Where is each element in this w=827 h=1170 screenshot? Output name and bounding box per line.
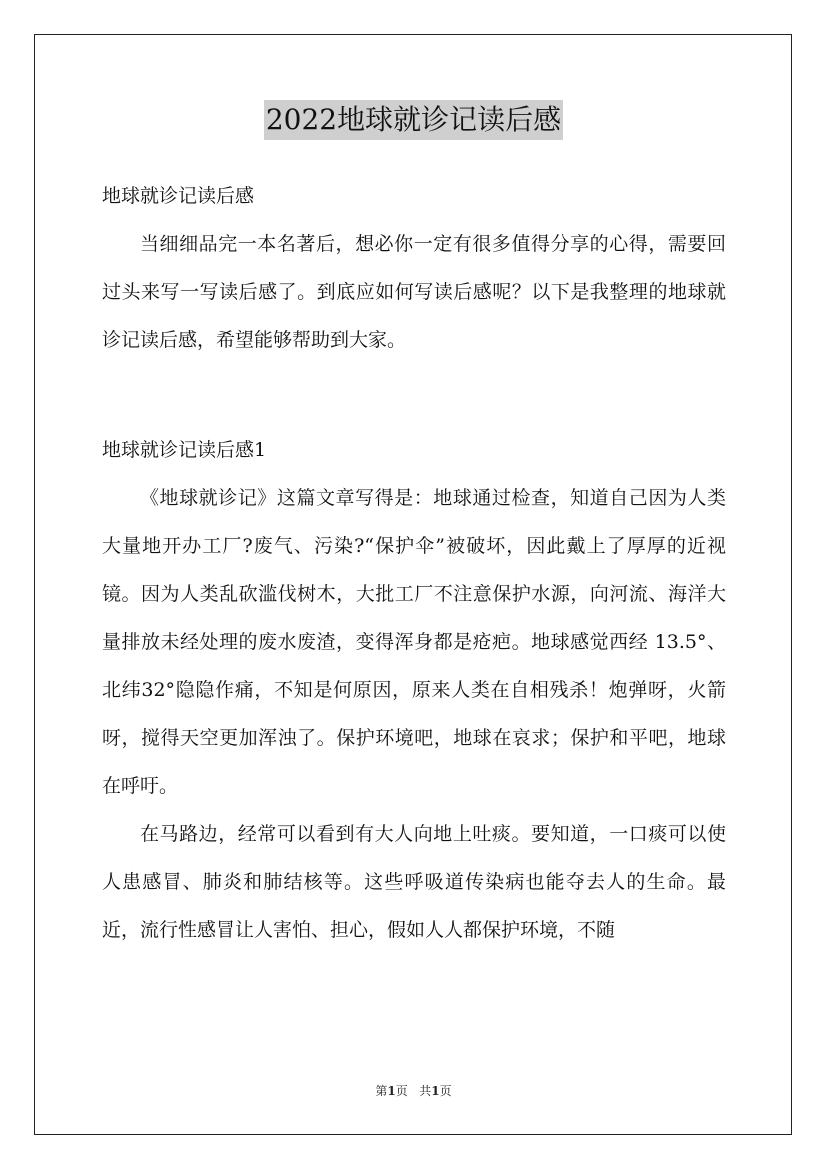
- footer-total-prefix: 共: [419, 1084, 432, 1098]
- section-spacer: [102, 364, 726, 426]
- footer-page-suffix: 页: [395, 1084, 408, 1098]
- document-title: 2022地球就诊记读后感: [264, 100, 563, 140]
- body-paragraph-2: 在马路边，经常可以看到有大人向地上吐痰。要知道，一口痰可以使人患感冒、肺炎和肺结核等。这些呼吸道传染病也能夺去人的生命。最近，流行性感冒让人害怕、担心，假如人人都保护环境，不随: [102, 823, 726, 941]
- intro-paragraph: 当细细品完一本名著后，想必你一定有很多值得分享的心得，需要回过头来写一写读后感了。到底应如何写读后感呢？以下是我整理的地球就诊记读后感，希望能够帮助到大家。: [102, 233, 726, 351]
- section-heading: 地球就诊记读后感1: [102, 439, 267, 461]
- title-container: [0, 100, 827, 140]
- page-footer: [0, 1083, 827, 1099]
- document-subtitle: 地球就诊记读后感: [102, 185, 255, 207]
- footer-total-number: 1: [431, 1084, 440, 1098]
- footer-page-prefix: 第: [375, 1084, 388, 1098]
- body-paragraph-1: 《地球就诊记》这篇文章写得是：地球通过检查，知道自己因为人类大量地开办工厂?废气、污染?“保护伞”被破坏，因此戴上了厚厚的近视镜。因为人类乱砍滥伐树木，大批工厂不注意保护水源，向河流、海洋大量排放未经处理的废水废渣，变得浑身都是疮疤。地球感觉西经 13.5°、北纬32°隐隐作痛，不知是何原因，原来人类在自相残杀！炮弹呀，火箭呀，搅得天空更加浑浊了。保护环境吧，地球在哀求；保护和平吧，地球在呼吁。: [102, 487, 726, 797]
- footer-total-suffix: 页: [439, 1084, 452, 1098]
- footer-page-number: 1: [387, 1084, 396, 1098]
- document-body: [102, 172, 726, 954]
